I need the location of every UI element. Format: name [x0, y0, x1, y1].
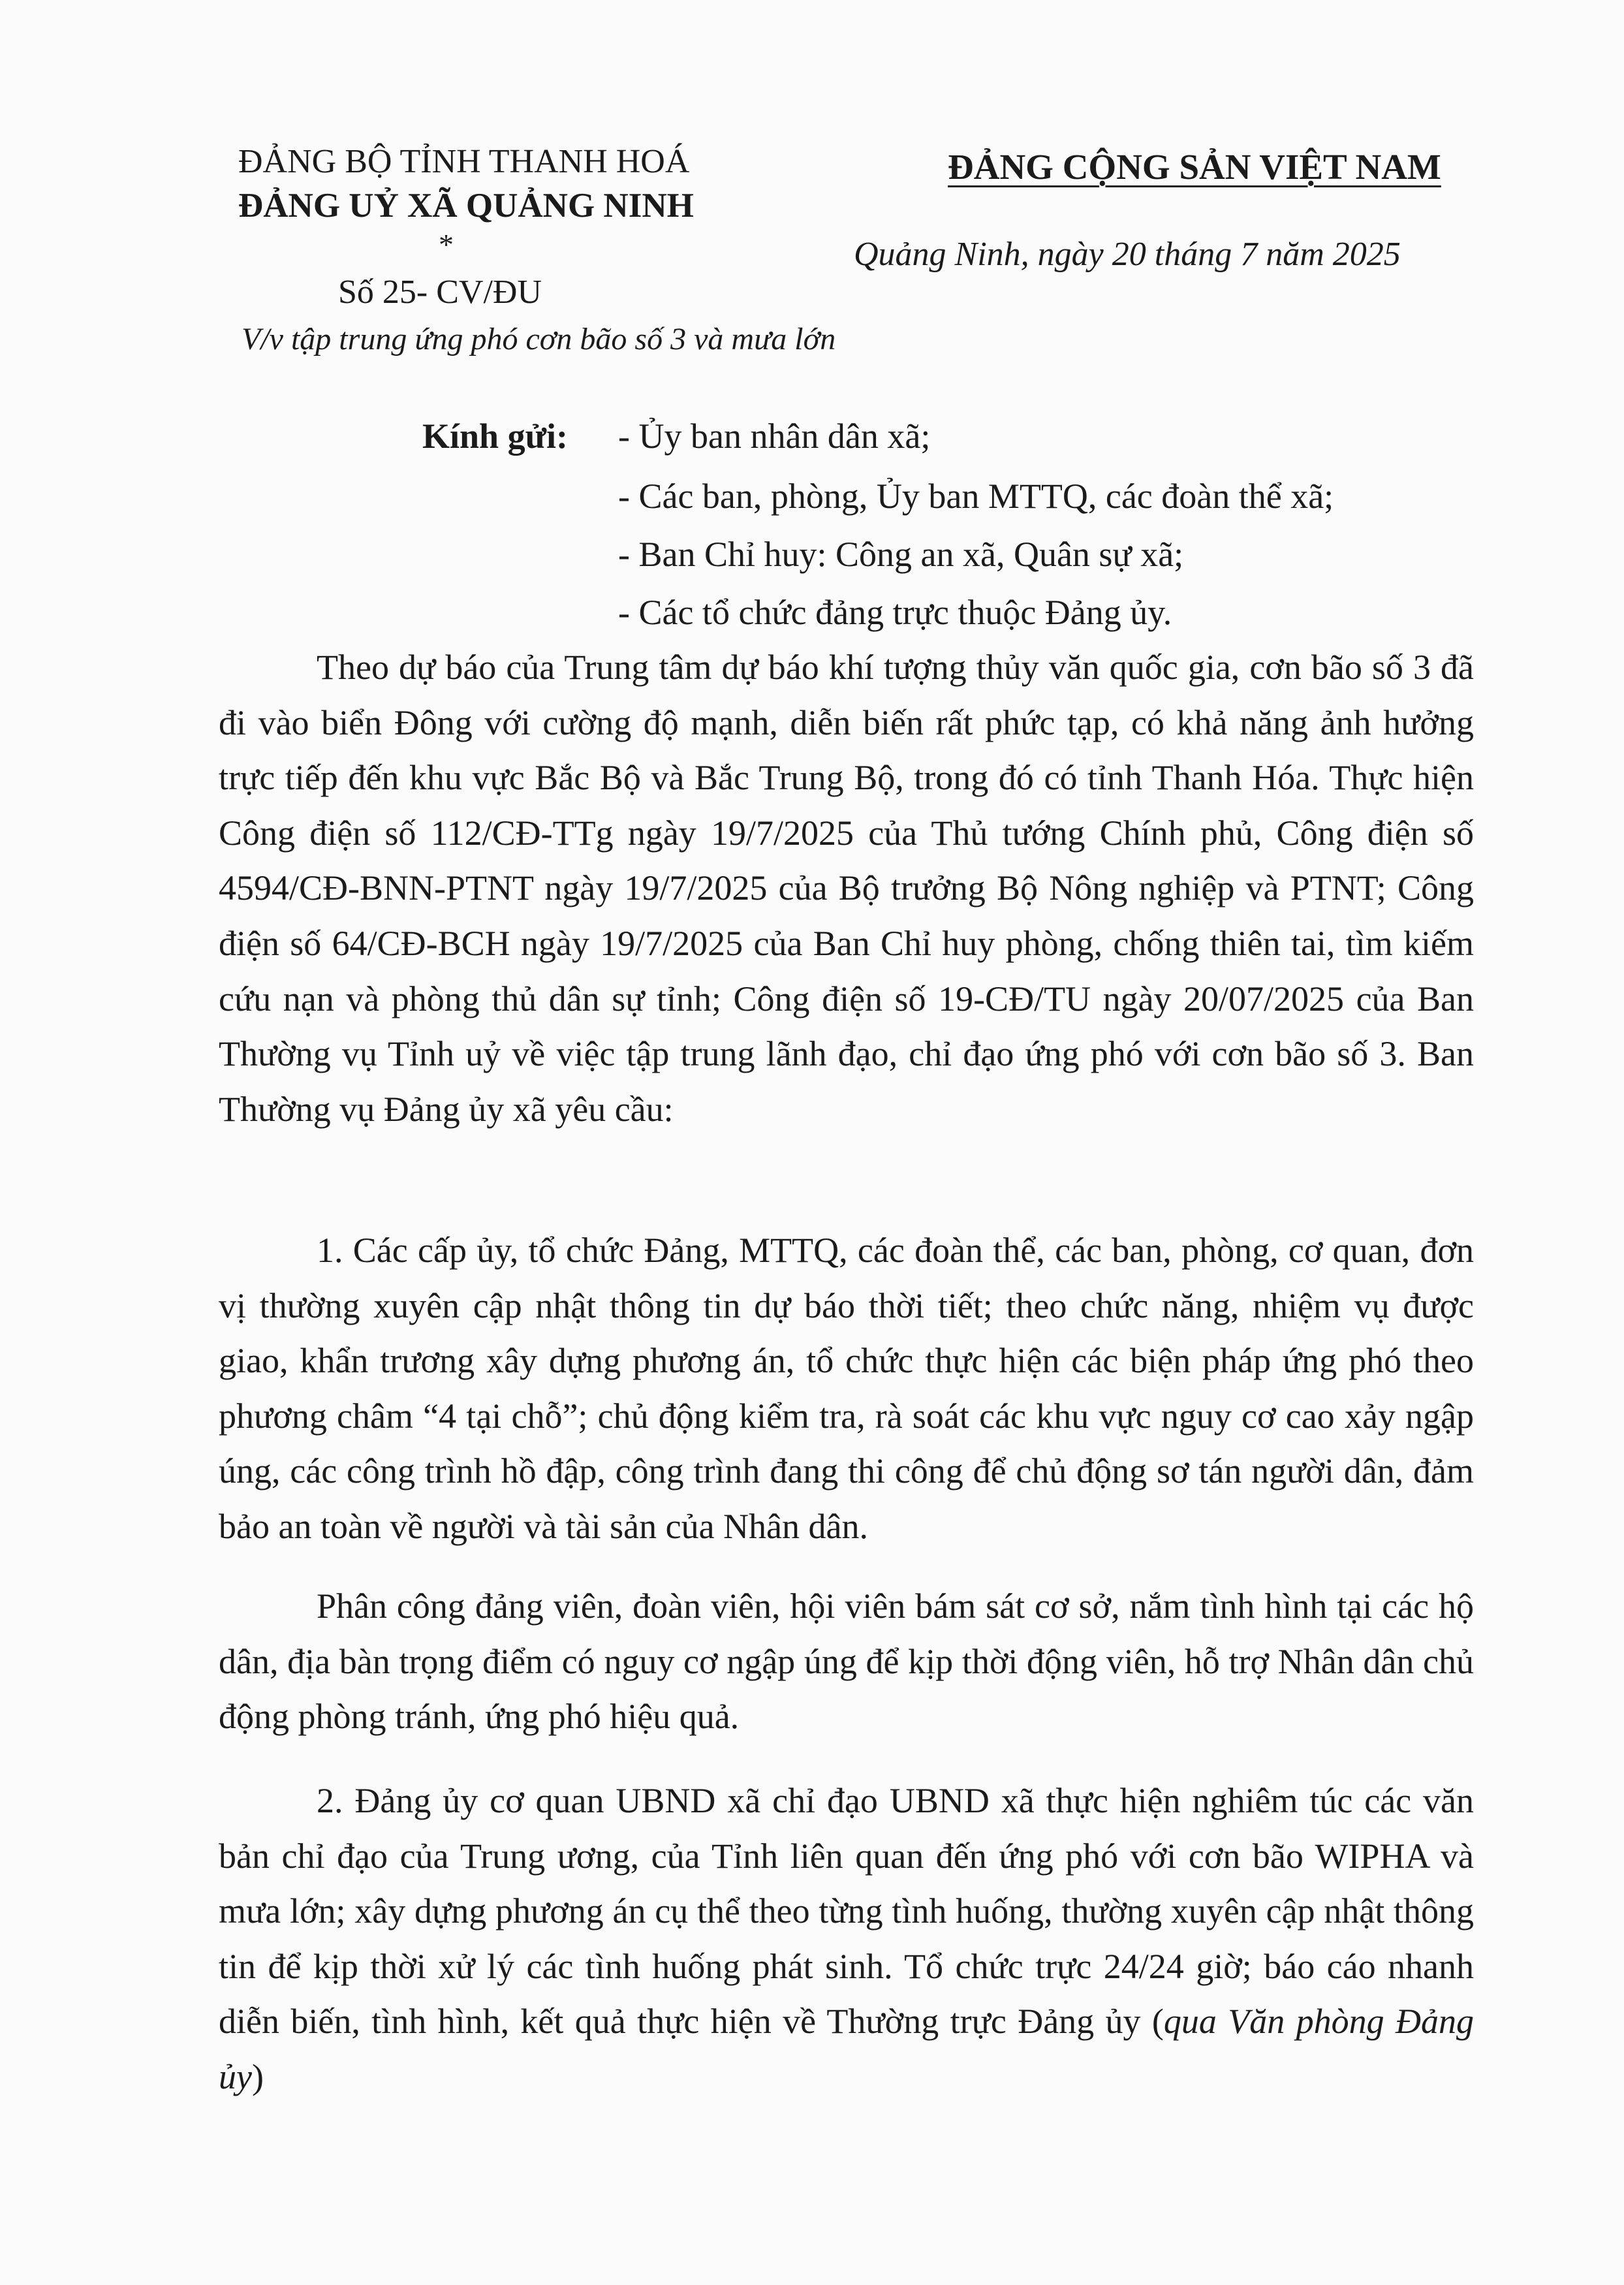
party-title: ĐẢNG CỘNG SẢN VIỆT NAM: [948, 147, 1441, 187]
item-2-paragraph: [219, 1773, 1474, 2105]
item-1-subparagraph: Phân công đảng viên, đoàn viên, hội viên bám sát cơ sở, nắm tình hình tại các hộ dân, địa bàn trọng điểm có nguy cơ ngập úng để kịp thời động viên, hỗ trợ Nhân dân chủ động phòng tránh, ứng phó hiệu quả.: [219, 1586, 1474, 1737]
place-date: Quảng Ninh, ngày 20 tháng 7 năm 2025: [854, 236, 1401, 273]
recipient-item: - Ủy ban nhân dân xã;: [618, 417, 931, 456]
item-2-text: 2. Đảng ủy cơ quan UBND xã chỉ đạo UBND xã thực hiện nghiêm túc các văn bản chỉ đạo của Trung ương, của Tỉnh liên quan đến ứng phó với cơn bão WIPHA và mưa lớn; xây dựng phương án cụ thể theo từng tình huống, thường xuyên cập nhật thông tin để kịp thời xử lý các tình huống phát sinh. Tổ chức trực 24/24 giờ; báo cáo nhanh diễn biến, tình hình, kết quả thực hiện về Thường trực Đảng ủy (: [219, 1781, 1474, 2041]
item-2-end: ): [251, 2056, 264, 2096]
recipient-item: - Các tổ chức đảng trực thuộc Đảng ủy.: [618, 593, 1172, 632]
recipient-item: - Các ban, phòng, Ủy ban MTTQ, các đoàn thể xã;: [618, 477, 1334, 516]
issuer-name: ĐẢNG UỶ XÃ QUẢNG NINH: [238, 187, 694, 225]
document-number: Số 25- CV/ĐU: [338, 274, 542, 311]
recipient-item: - Ban Chỉ huy: Công an xã, Quân sự xã;: [618, 535, 1184, 574]
header-star: *: [439, 228, 454, 261]
intro-paragraph: Theo dự báo của Trung tâm dự báo khí tượng thủy văn quốc gia, cơn bão số 3 đã đi vào biển Đông với cường độ mạnh, diễn biến rất phức tạp, có khả năng ảnh hưởng trực tiếp đến khu vực Bắc Bộ và Bắc Trung Bộ, trong đó có tỉnh Thanh Hóa. Thực hiện Công điện số 112/CĐ-TTg ngày 19/7/2025 của Thủ tướng Chính phủ, Công điện số 4594/CĐ-BNN-PTNT ngày 19/7/2025 của Bộ trưởng Bộ Nông nghiệp và PTNT; Công điện số 64/CĐ-BCH ngày 19/7/2025 của Ban Chỉ huy phòng, chống thiên tai, tìm kiếm cứu nạn và phòng thủ dân sự tỉnh; Công điện số 19-CĐ/TU ngày 20/07/2025 của Ban Thường vụ Tỉnh uỷ về việc tập trung lãnh đạo, chỉ đạo ứng phó với cơn bão số 3. Ban Thường vụ Đảng ủy xã yêu cầu:: [219, 648, 1474, 1129]
document-subject: V/v tập trung ứng phó cơn bão số 3 và mưa lớn: [242, 322, 836, 356]
recipients-label: Kính gửi:: [422, 417, 568, 456]
issuer-parent: ĐẢNG BỘ TỈNH THANH HOÁ: [238, 143, 690, 180]
item-2-italic: qua Văn phòng Đảng ủy: [219, 2002, 1474, 2096]
item-1-paragraph: 1. Các cấp ủy, tổ chức Đảng, MTTQ, các đoàn thể, các ban, phòng, cơ quan, đơn vị thường xuyên cập nhật thông tin dự báo thời tiết; theo chức năng, nhiệm vụ được giao, khẩn trương xây dựng phương án, tổ chức thực hiện các biện pháp ứng phó theo phương châm “4 tại chỗ”; chủ động kiểm tra, rà soát các khu vực nguy cơ cao xảy ngập úng, các công trình hồ đập, công trình đang thi công để chủ động sơ tán người dân, đảm bảo an toàn về người và tài sản của Nhân dân.: [219, 1231, 1474, 1546]
